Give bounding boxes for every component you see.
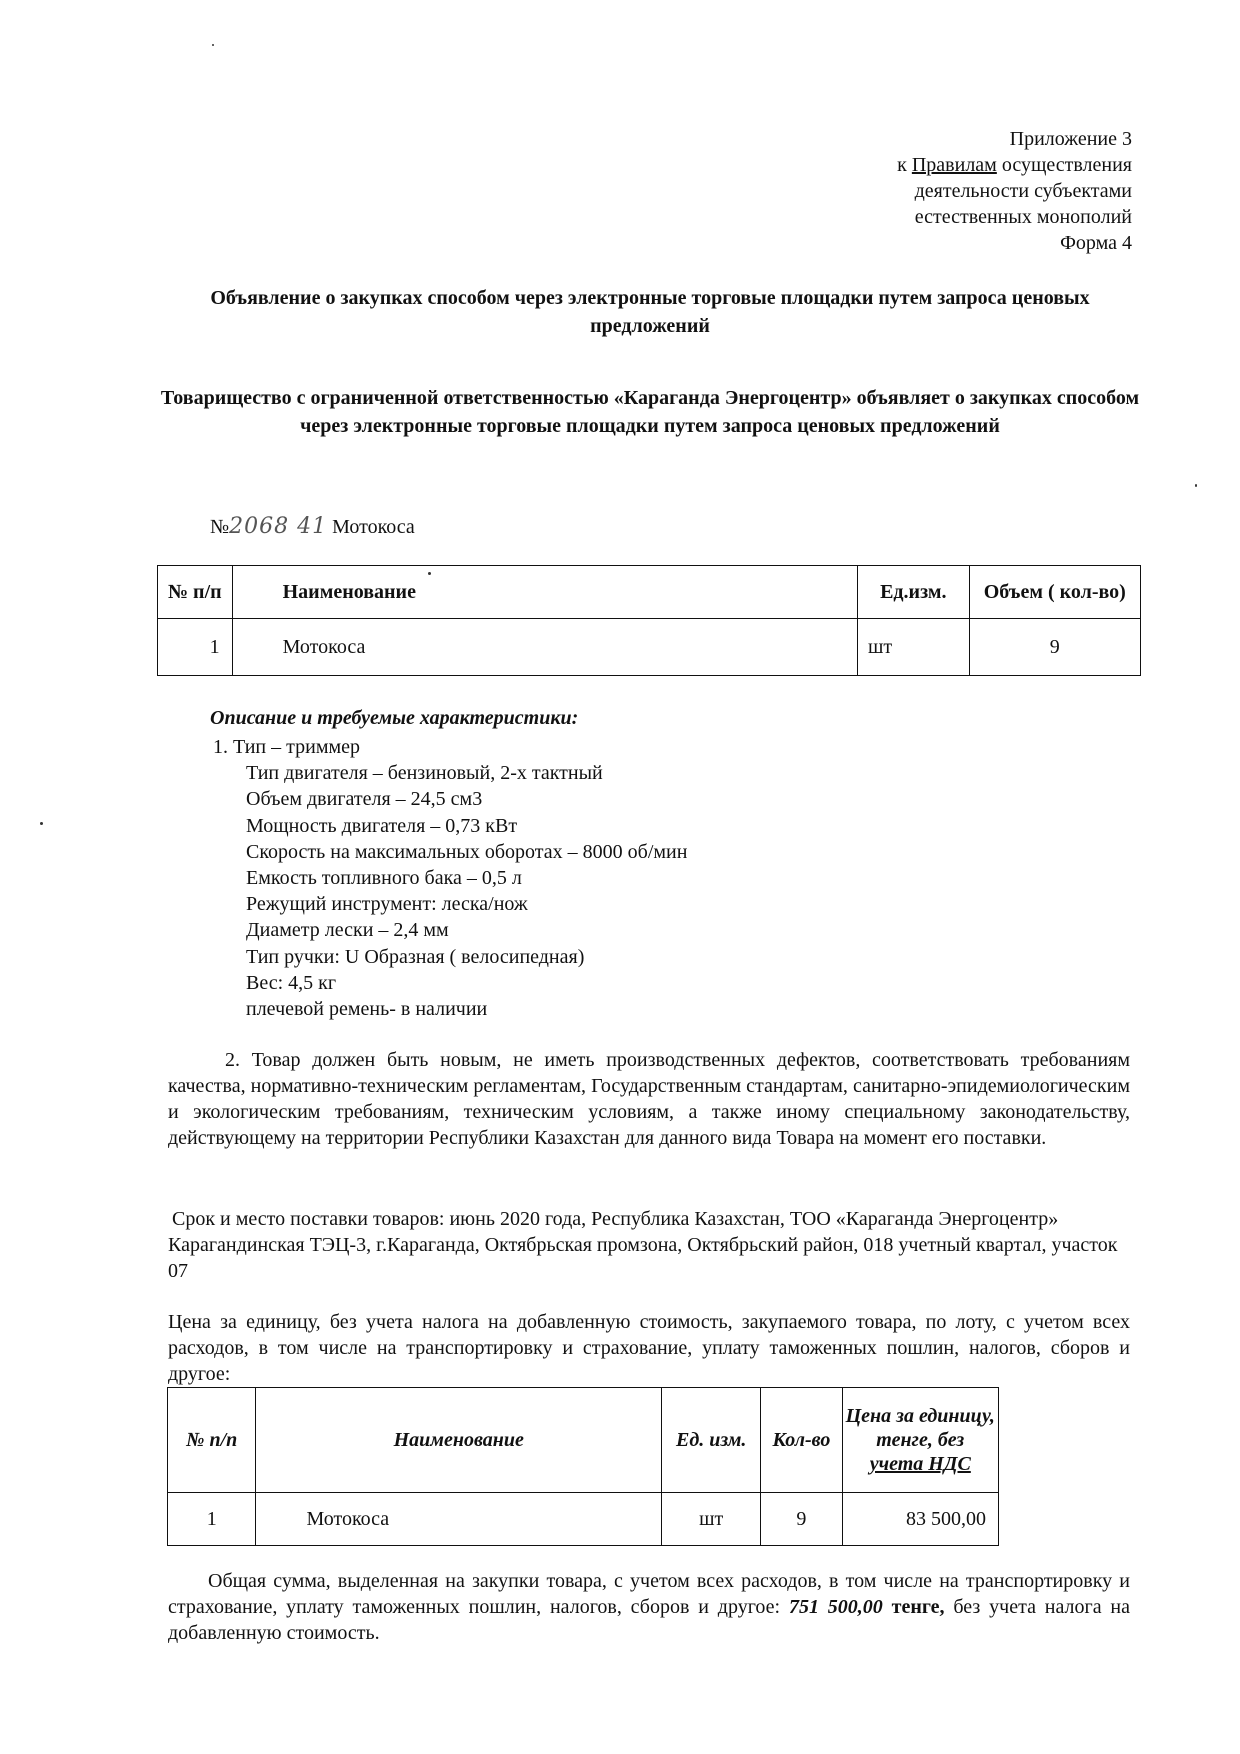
- price-cell-unit-price: 83 500,00: [842, 1493, 998, 1546]
- appendix-line-2: [897, 152, 1132, 178]
- price-header-unit-price-vat: учета НДС: [869, 1453, 971, 1475]
- price-header-row: [168, 1388, 999, 1493]
- appendix-header: [897, 126, 1132, 256]
- appendix-line-4: естественных монополий: [914, 206, 1132, 228]
- quality-paragraph: 2. Товар должен быть новым, не иметь производственных дефектов, соответствовать требованиям качества, нормативно-техническим регламентам, Государственным стандартам, санитарно-эпидемиологическим и экологическим требованиям, техническим условиям, а также иному специальному законодательству, действующему на территории Республики Казахстан для данного вида Товара на момент его поставки.: [168, 1049, 1130, 1149]
- price-cell-quantity: 9: [761, 1493, 842, 1546]
- cell-name: Мотокоса: [232, 619, 857, 676]
- description-heading: Описание и требуемые характеристики:: [210, 707, 579, 729]
- appendix-prefix: к: [897, 154, 912, 176]
- total-text: Общая сумма, выделенная на закупки товара, с учетом всех расходов, в том числе на транспортировку и страхование, уплату таможенных пошлин, налогов, сборов и другое:: [168, 1570, 1130, 1618]
- lot-line: [210, 514, 415, 539]
- cell-number: 1: [158, 619, 233, 676]
- rules-link: Правилам: [911, 154, 997, 176]
- items-table: [157, 565, 1141, 676]
- total-currency: тенге,: [891, 1596, 945, 1618]
- spec-item: Тип двигателя – бензиновый, 2-х тактный: [246, 762, 603, 785]
- price-header-unit-price: [842, 1388, 998, 1493]
- spec-item: Объем двигателя – 24,5 см3: [246, 788, 483, 811]
- total-paragraph: [168, 1568, 1130, 1646]
- cell-unit: шт: [858, 619, 970, 676]
- table-row: [168, 1493, 999, 1546]
- table-row: [158, 619, 1141, 676]
- lot-name: Мотокоса: [332, 516, 415, 538]
- scan-speck: [40, 822, 43, 825]
- spec-item: Скорость на максимальных оборотах – 8000 об/мин: [246, 840, 688, 863]
- header-number: № п/п: [158, 566, 233, 619]
- spec-item: плечевой ремень- в наличии: [246, 998, 488, 1021]
- appendix-line-1: Приложение 3: [1009, 128, 1132, 150]
- delivery-paragraph: Срок и место поставки товаров: июнь 2020 года, Республика Казахстан, ТОО «Караганда Энергоцентр» Карагандинская ТЭЦ-3, г.Караганда, Октябрьская промзона, Октябрьский район, 018 учетный квартал, участок 07: [168, 1208, 1118, 1282]
- header-unit: Ед.изм.: [858, 566, 970, 619]
- price-header-unit: Ед. изм.: [662, 1388, 761, 1493]
- header-quantity: Объем ( кол-во): [969, 566, 1140, 619]
- price-cell-number: 1: [168, 1493, 256, 1546]
- price-cell-unit: шт: [662, 1493, 761, 1546]
- appendix-line-3: деятельности субъектами: [914, 180, 1132, 202]
- price-header-number: № п/п: [168, 1388, 256, 1493]
- company-announcement: Товарищество с ограниченной ответственностью «Караганда Энергоцентр» объявляет о закупках способом через электронные торговые площадки путем запроса ценовых предложений: [160, 387, 1140, 437]
- scan-speck: [1195, 484, 1197, 487]
- cell-quantity: 9: [969, 619, 1140, 676]
- spec-type: 1. Тип – триммер: [213, 736, 361, 758]
- total-sum: 751 500,00: [788, 1596, 883, 1618]
- header-name: Наименование: [232, 566, 857, 619]
- price-table: [167, 1387, 999, 1546]
- price-cell-name: Мотокоса: [256, 1493, 662, 1546]
- spec-item: Мощность двигателя – 0,73 кВт: [246, 814, 518, 837]
- spec-item: Диаметр лески – 2,4 мм: [246, 919, 449, 942]
- price-header-unit-price-main: Цена за единицу, тенге, без: [845, 1405, 995, 1451]
- document-title: Объявление о закупках способом через электронные торговые площадки путем запроса ценовых предложений: [210, 287, 1090, 337]
- table-header-row: [158, 566, 1141, 619]
- price-header-name: Наименование: [256, 1388, 662, 1493]
- price-header-quantity: Кол-во: [761, 1388, 842, 1493]
- specification-list: [213, 734, 687, 1022]
- appendix-suffix: осуществления: [996, 154, 1132, 176]
- form-number: Форма 4: [1060, 232, 1132, 254]
- number-sign: №: [210, 516, 230, 538]
- handwritten-lot-number: 2068 41: [229, 514, 328, 539]
- spec-item: Емкость топливного бака – 0,5 л: [246, 867, 522, 890]
- spec-item: Режущий инструмент: леска/нож: [246, 893, 528, 916]
- spec-item: Тип ручки: U Образная ( велосипедная): [246, 945, 585, 968]
- price-paragraph: Цена за единицу, без учета налога на добавленную стоимость, закупаемого товара, по лоту, с учетом всех расходов, в том числе на транспортировку и страхование, уплату таможенных пошлин, налогов, сборов и другое:: [168, 1311, 1130, 1385]
- scan-speck: [212, 44, 214, 46]
- spec-item: Вес: 4,5 кг: [246, 971, 337, 994]
- total-suffix: без учета налога на добавленную стоимость.: [168, 1596, 1131, 1644]
